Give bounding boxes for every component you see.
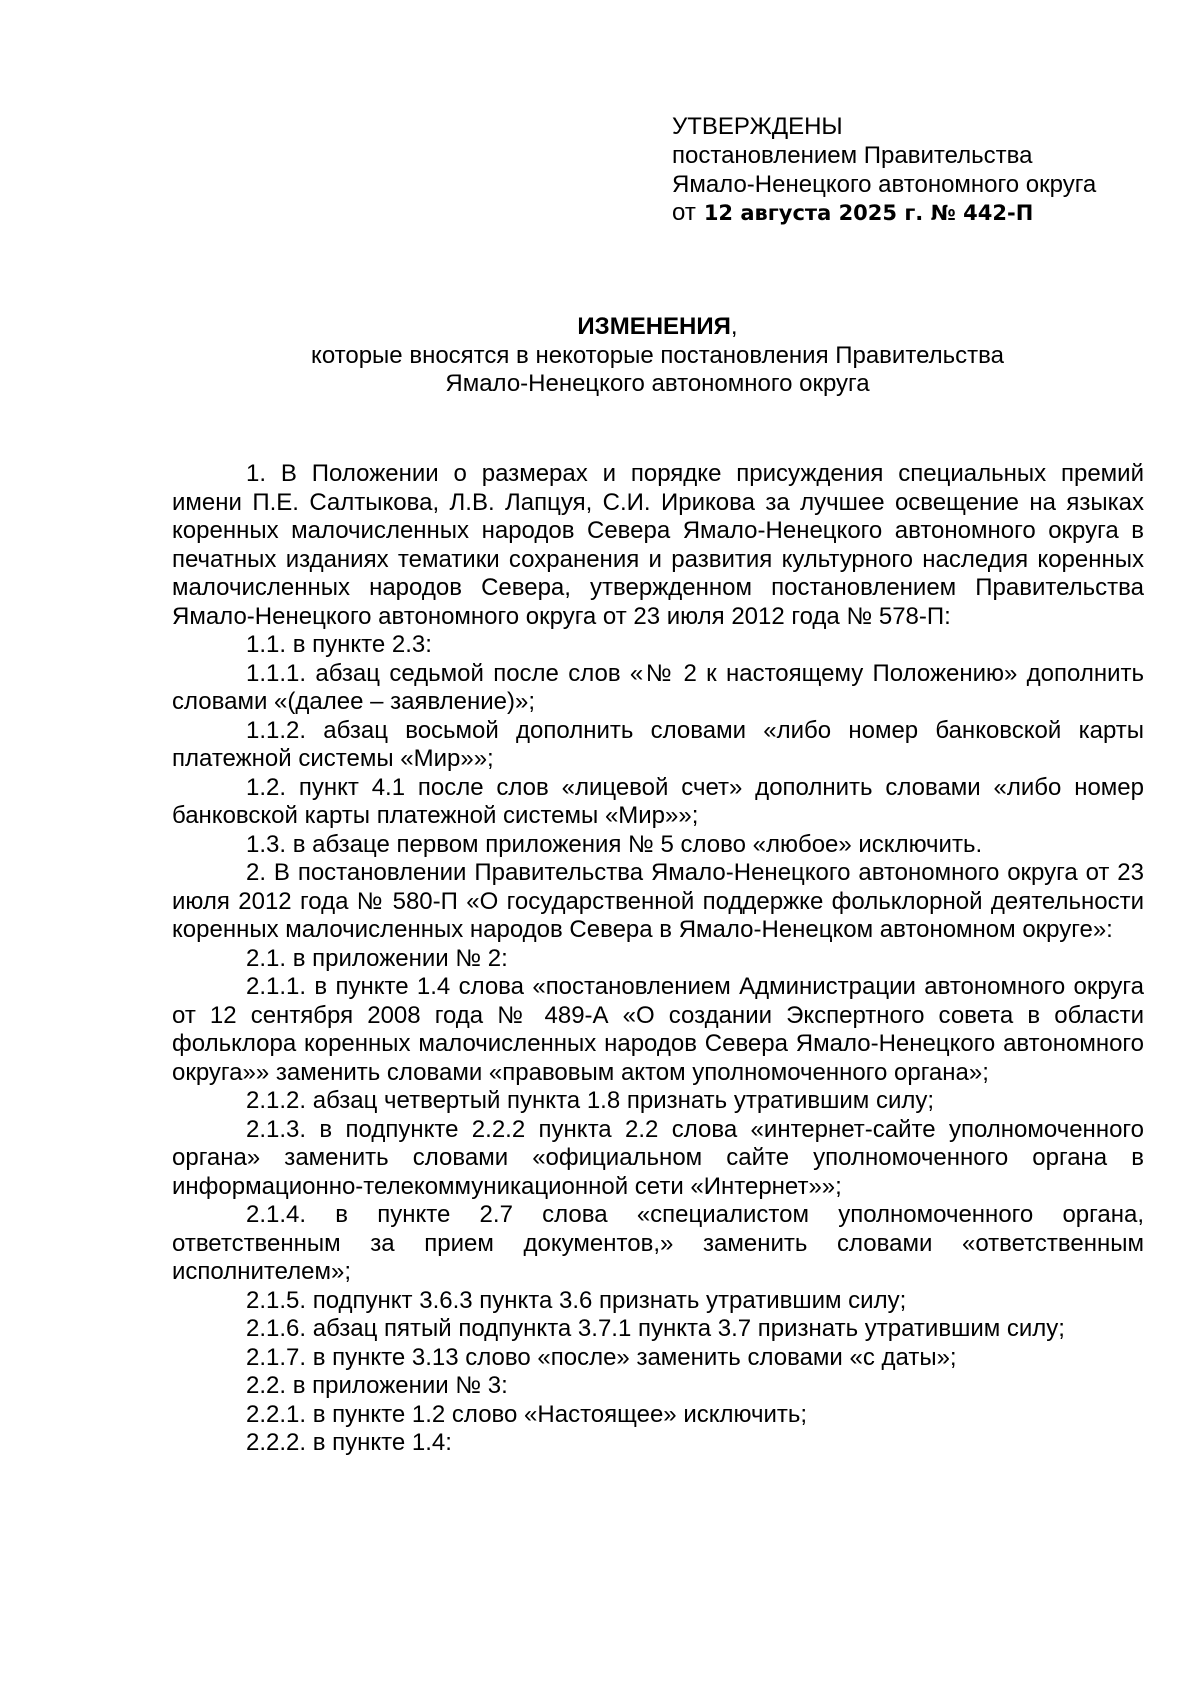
paragraph: 2.1.2. абзац четвертый пункта 1.8 признать утратившим силу;	[246, 1087, 935, 1114]
approval-date-line	[672, 199, 1142, 228]
paragraph: 1.2. пункт 4.1 после слов «лицевой счет» дополнить словами «либо номер банковской карты платежной системы «Мир»»;	[172, 773, 1144, 829]
paragraph: 1.3. в абзаце первом приложения № 5 слово «любое» исключить.	[246, 830, 983, 858]
title-heading: ИЗМЕНЕНИЯ	[577, 313, 731, 340]
date-prefix: от	[672, 199, 696, 226]
paragraph: 2.2. в приложении № 3:	[246, 1372, 508, 1399]
paragraph: 1.1.1. абзац седьмой после слов «№ 2 к настоящему Положению» дополнить словами «(далее – заявление)»;	[172, 659, 1144, 715]
paragraph: 2.1.4. в пункте 2.7 слова «специалистом уполномоченного органа, ответственным за прием документов,» заменить словами «ответственным исполнителем»;	[172, 1201, 1144, 1285]
subtitle-line-2: Ямало-Ненецкого автономного округа	[445, 370, 870, 397]
document-title-block	[170, 313, 1145, 399]
subtitle-line-1: которые вносятся в некоторые постановления Правительства	[311, 341, 1004, 369]
document-title	[170, 313, 1145, 342]
paragraph: 2. В постановлении Правительства Ямало-Ненецкого автономного округа от 23 июля 2012 года № 580-П «О государственной поддержке фольклорной деятельности коренных малочисленных народов Севера в Ямало-Ненецком автономном округе»:	[172, 859, 1144, 943]
paragraph: 2.1.7. в пункте 3.13 слово «после» заменить словами «с даты»;	[246, 1343, 957, 1371]
paragraph: 2.1. в приложении № 2:	[246, 944, 508, 972]
paragraph: 2.1.6. абзац пятый подпункта 3.7.1 пункта 3.7 признать утратившим силу;	[246, 1315, 1065, 1342]
approval-stamp	[672, 112, 1142, 228]
approval-line-1: постановлением Правительства	[672, 142, 1033, 169]
approval-line-2: Ямало-Ненецкого автономного округа	[672, 170, 1097, 198]
paragraph: 2.2.2. в пункте 1.4:	[246, 1429, 452, 1456]
paragraph: 1. В Положении о размерах и порядке присуждения специальных премий имени П.Е. Салтыкова, Л.В. Лапцуя, С.И. Ирикова за лучшее освещение на языках коренных малочисленных народов Севера Ямало-Ненецкого автономного округа в печатных изданиях тематики сохранения и развития культурного наследия коренных малочисленных народов Севера, утвержденном постановлением Правительства Ямало-Ненецкого автономного округа от 23 июля 2012 года № 578-П:	[172, 460, 1144, 630]
approval-date-number: 12 августа 2025 г. № 442-П	[703, 201, 1034, 225]
document-body	[172, 460, 1144, 1458]
paragraph: 2.1.3. в подпункте 2.2.2 пункта 2.2 слова «интернет-сайте уполномоченного органа» заменить словами «официальном сайте уполномоченного органа в информационно-телекоммуникационной сети «Интернет»»;	[172, 1115, 1144, 1200]
approved-label: УТВЕРЖДЕНЫ	[672, 113, 843, 140]
paragraph: 1.1.2. абзац восьмой дополнить словами «либо номер банковской карты платежной системы «Мир»»;	[172, 716, 1144, 772]
paragraph: 1.1. в пункте 2.3:	[246, 631, 432, 658]
paragraph: 2.1.5. подпункт 3.6.3 пункта 3.6 признать утратившим силу;	[246, 1286, 907, 1314]
title-heading-suffix: ,	[730, 313, 738, 340]
paragraph: 2.2.1. в пункте 1.2 слово «Настоящее» исключить;	[246, 1400, 808, 1428]
paragraph: 2.1.1. в пункте 1.4 слова «постановлением Администрации автономного округа от 12 сентября 2008 года № 489-А «О создании Экспертного совета в области фольклора коренных малочисленных народов Севера Ямало-Ненецкого автономного округа»» заменить словами «правовым актом уполномоченного органа»;	[172, 973, 1144, 1086]
